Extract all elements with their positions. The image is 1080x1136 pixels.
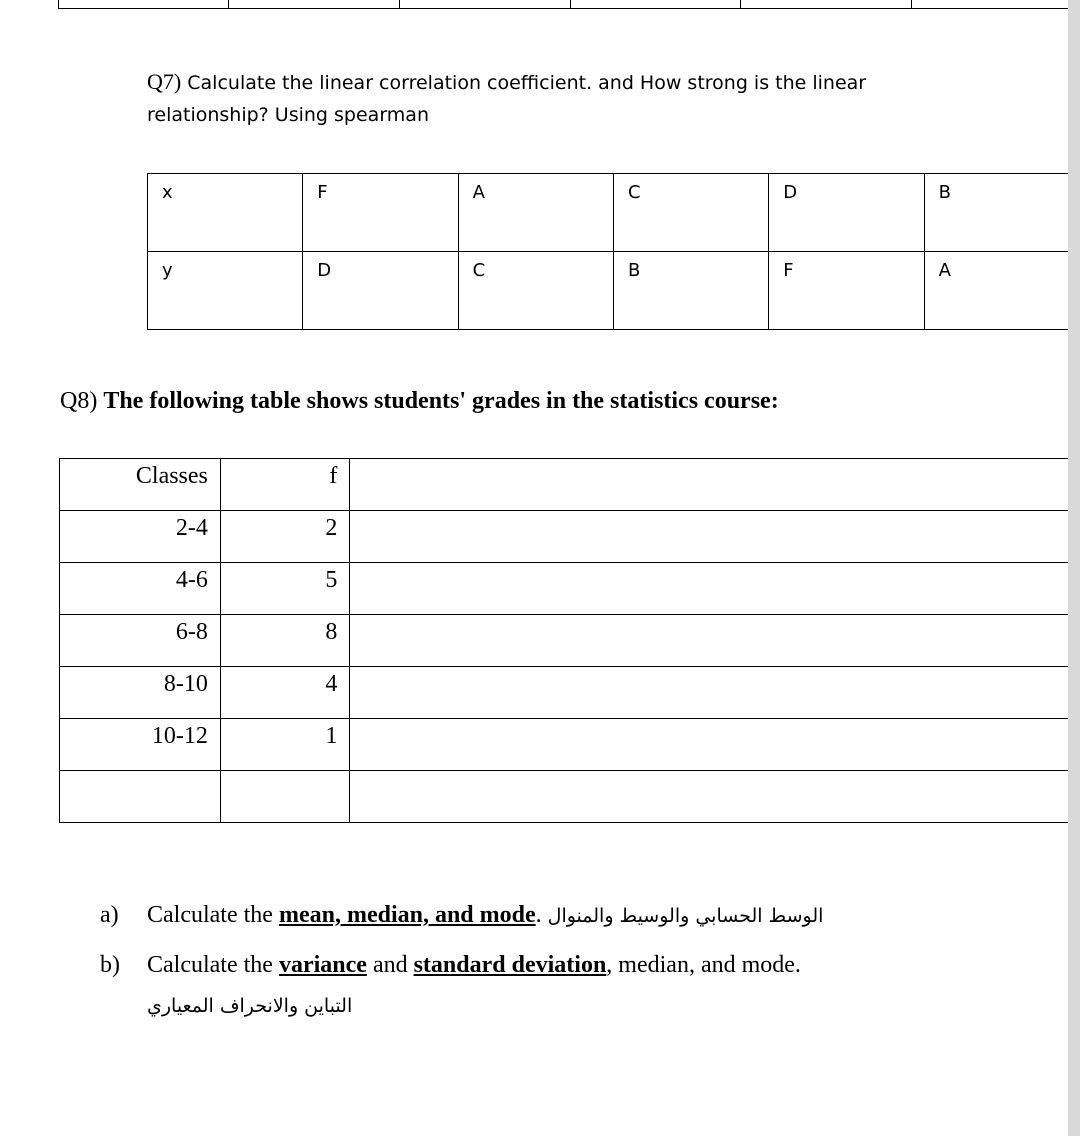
table-cell: y xyxy=(148,252,303,330)
table-cell xyxy=(350,667,1080,719)
table-row xyxy=(148,174,1080,252)
question-7-text-line2: relationship? Using spearman xyxy=(147,104,429,126)
table-cell: 10-12 xyxy=(60,719,221,771)
grades-table xyxy=(59,458,1080,823)
table-cell: C xyxy=(613,174,768,252)
sub-question-a-bold: mean, median, and mode xyxy=(278,902,536,928)
table-cell: 1 xyxy=(220,719,349,771)
table-cell: 5 xyxy=(220,563,349,615)
table-row xyxy=(60,563,1080,615)
table-cell: B xyxy=(613,252,768,330)
table-header-row xyxy=(60,459,1080,511)
sub-question-a-marker: a) xyxy=(100,902,119,928)
table-cell xyxy=(350,719,1080,771)
sub-questions xyxy=(100,890,823,990)
table-cell xyxy=(350,615,1080,667)
correlation-table xyxy=(147,173,1080,330)
table-row xyxy=(60,511,1080,563)
sub-question-b-arabic: التباين والانحراف المعياري xyxy=(147,995,353,1017)
table-cell: F xyxy=(303,174,458,252)
question-8 xyxy=(60,388,779,415)
header-classes: Classes xyxy=(60,459,221,511)
table-cell: C xyxy=(458,252,613,330)
table-row xyxy=(60,667,1080,719)
table-cell: 4 xyxy=(220,667,349,719)
question-7-number: Q7) xyxy=(147,69,182,94)
table-cell: A xyxy=(924,252,1079,330)
table-row xyxy=(60,615,1080,667)
header-f: f xyxy=(220,459,349,511)
table-cell xyxy=(220,771,349,823)
table-cell xyxy=(60,771,221,823)
table-cell: 8 xyxy=(220,615,349,667)
table-cell: 8-10 xyxy=(60,667,221,719)
table-row xyxy=(148,252,1080,330)
table-cell xyxy=(350,563,1080,615)
question-7 xyxy=(147,66,1027,131)
table-cell: D xyxy=(769,174,924,252)
scrollbar[interactable] xyxy=(1068,0,1080,1136)
table-cell: 6-8 xyxy=(60,615,221,667)
sub-question-b-bold1: variance xyxy=(278,952,367,978)
sub-question-a xyxy=(100,890,823,940)
question-8-number: Q8) xyxy=(60,388,98,414)
table-cell: 2-4 xyxy=(60,511,221,563)
table-cell: A xyxy=(458,174,613,252)
sub-question-a-arabic: الوسط الحسابي والوسيط والمنوال xyxy=(547,905,824,927)
table-cell xyxy=(350,459,1080,511)
sub-question-a-after: . xyxy=(535,902,542,928)
sub-question-b-mid: and xyxy=(366,952,414,978)
table-row xyxy=(60,771,1080,823)
table-cell xyxy=(350,511,1080,563)
table-cell: F xyxy=(769,252,924,330)
sub-question-b-bold2: standard deviation xyxy=(413,952,607,978)
table-row xyxy=(60,719,1080,771)
table-cell: 2 xyxy=(220,511,349,563)
sub-question-b-suffix: , median, and mode. xyxy=(606,952,801,978)
sub-question-b xyxy=(100,940,823,990)
question-8-title: The following table shows students' grades in the statistics course: xyxy=(103,388,779,414)
table-cell: B xyxy=(924,174,1079,252)
sub-question-a-prefix: Calculate the xyxy=(147,902,279,928)
question-7-text-line1: Calculate the linear correlation coefficient. and How strong is the linear xyxy=(187,72,867,94)
sub-question-b-marker: b) xyxy=(100,952,120,978)
table-cell xyxy=(350,771,1080,823)
previous-table-fragment xyxy=(58,0,1080,9)
table-cell: x xyxy=(148,174,303,252)
sub-question-b-prefix: Calculate the xyxy=(147,952,279,978)
table-cell: 4-6 xyxy=(60,563,221,615)
table-cell: D xyxy=(303,252,458,330)
